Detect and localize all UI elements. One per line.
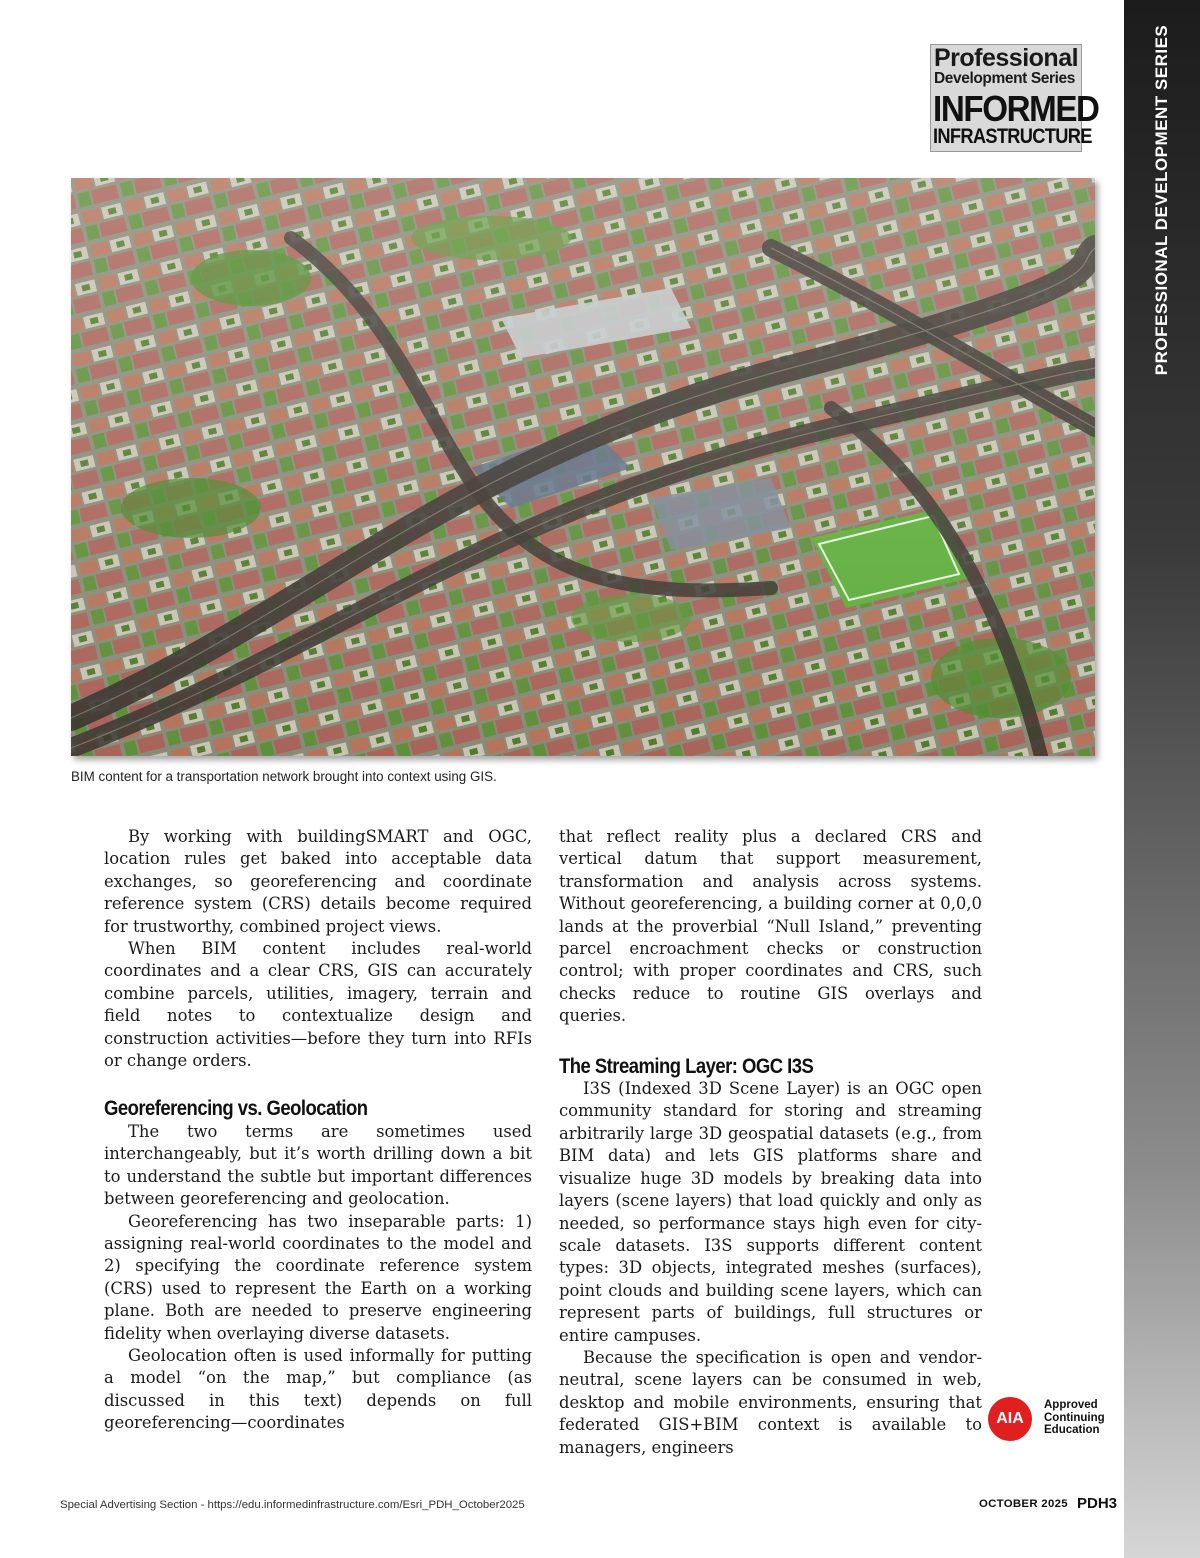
left-text-column — [104, 826, 532, 1435]
paragraph: Geolocation often is used informally for putting a model “on the map,” but compliance (as discussed in this text) depends on full georeferencing—coordinates — [104, 1345, 532, 1433]
aia-line: Approved — [1044, 1399, 1098, 1411]
aia-approved-badge — [988, 1397, 1108, 1441]
logo-line-infrastructure: INFRASTRUCTURE — [933, 125, 1092, 148]
sidebar-series-label: PROFESSIONAL DEVELOPMENT SERIES — [1152, 24, 1171, 376]
section-heading-georeferencing: Georeferencing vs. Geolocation — [104, 1097, 368, 1121]
paragraph: By working with buildingSMART and OGC, location rules get baked into acceptable data exchanges, so georeferencing and coordinate reference system (CRS) details become required for trustworthy, combined project views. — [104, 827, 532, 936]
paragraph: Because the specification is open and vendor-neutral, scene layers can be consumed in web, desktop and mobile environments, ensuring that federated GIS+BIM context is available to managers, engineers — [559, 1347, 982, 1457]
aia-badge-text — [1044, 1399, 1105, 1437]
section-heading-i3s: The Streaming Layer: OGC I3S — [559, 1054, 814, 1078]
aia-line: Education — [1044, 1424, 1100, 1436]
footer-date: OCTOBER 2025 — [979, 1498, 1068, 1510]
footer-section-link: Special Advertising Section - https://edu.informedinfrastructure.com/Esri_PDH_October2025 — [60, 1499, 525, 1511]
paragraph: Georeferencing has two inseparable parts: 1) assigning real-world coordinates to the model and 2) specifying the coordinate reference system (CRS) used to represent the Earth on a working plane. Both are needed to preserve engineering fidelity when overlaying diverse datasets. — [104, 1211, 532, 1343]
logo-line-informed: INFORMED — [933, 88, 1099, 129]
paragraph-continued: that reflect reality plus a declared CRS and vertical datum that support measurement, transformation and analysis across systems. Without georeferencing, a building corner at 0,0,0 lands at the proverbial “Null Island,” preventing parcel encroachment checks or construction control; with proper coordinates and CRS, such checks reduce to routine GIS overlays and queries. — [559, 827, 982, 1026]
logo-line-professional: Professional — [934, 44, 1079, 72]
aerial-transport-image — [71, 178, 1095, 756]
paragraph: When BIM content includes real-world coordinates and a clear CRS, GIS can accurately combine parcels, utilities, imagery, terrain and field notes to contextualize design and construction activities—before they turn into RFIs or change orders. — [104, 939, 532, 1071]
right-text-column — [559, 826, 982, 1459]
logo-line-development-series: Development Series — [934, 70, 1075, 87]
figure-caption: BIM content for a transportation network brought into context using GIS. — [71, 769, 497, 784]
footer-page-number: PDH3 — [1077, 1495, 1118, 1512]
paragraph: The two terms are sometimes used interchangeably, but it’s worth drilling down a bit to understand the subtle but important differences between georeferencing and geolocation. — [104, 1121, 532, 1209]
aia-line: Continuing — [1044, 1411, 1105, 1424]
paragraph: I3S (Indexed 3D Scene Layer) is an OGC open community standard for storing and streaming arbitrarily large 3D geospatial datasets (e.g., from BIM data) and lets GIS platforms share and visualize huge 3D models by breaking data into layers (scene layers) that load quickly and only as needed, so performance stays high even for city-scale datasets. I3S supports different content types: 3D objects, integrated meshes (surfaces), point clouds and building scene layers, which can represent parts of buildings, full structures or entire campuses. — [559, 1079, 982, 1345]
aerial-city-rail-illustration — [71, 178, 1095, 756]
aia-logo-icon: AIA — [988, 1397, 1032, 1441]
publication-logo — [930, 44, 1099, 152]
